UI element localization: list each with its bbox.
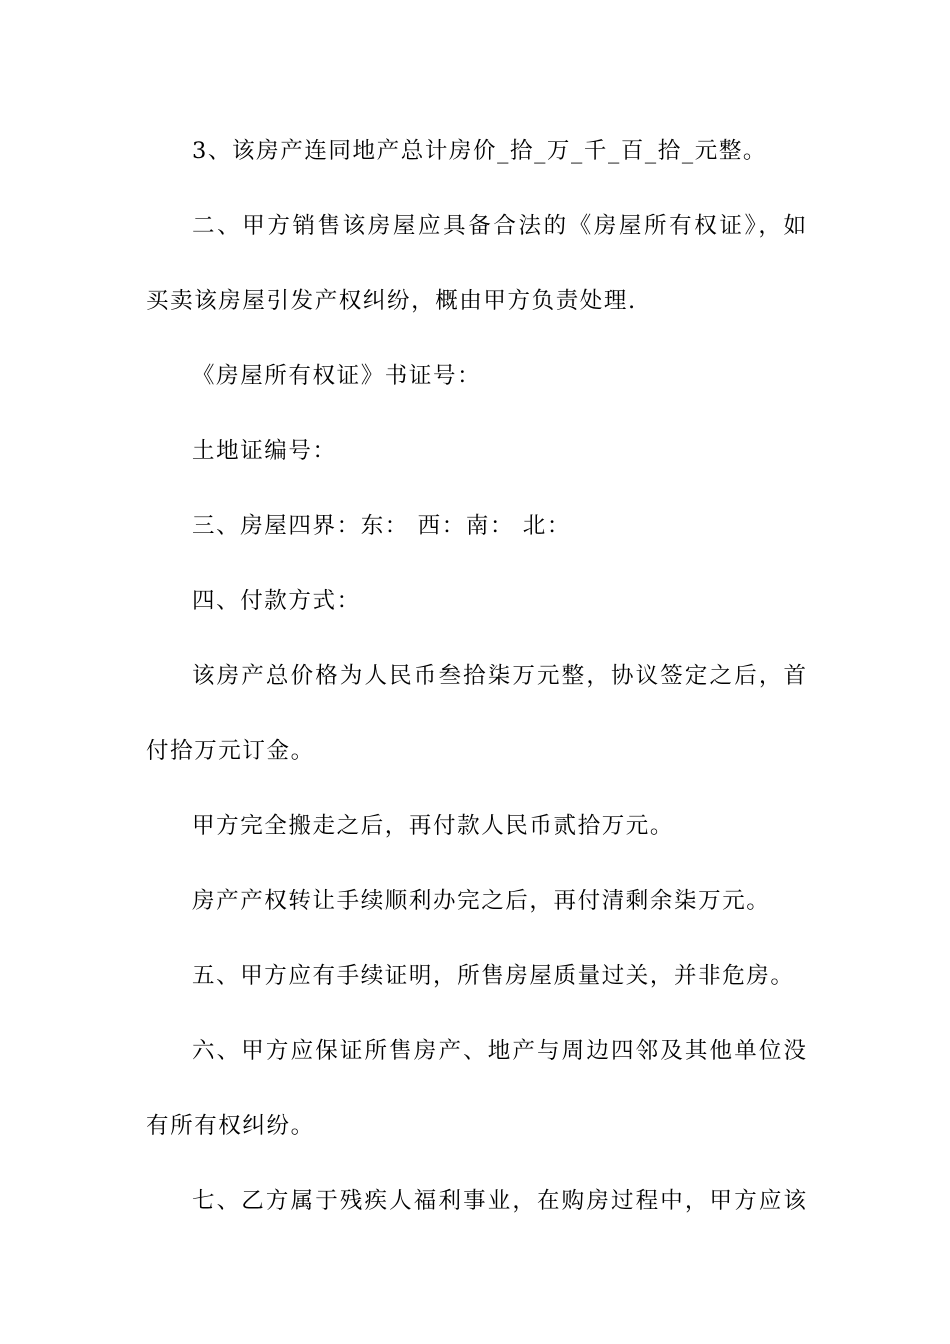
line-gap (146, 621, 806, 659)
line-gap (146, 396, 806, 434)
line-gap (146, 1071, 806, 1109)
paragraph-line: 付拾万元订金。 (146, 738, 315, 764)
paragraph-line: 六、甲方应保证所售房产、地产与周边四邻及其他单位没 (192, 1038, 806, 1064)
paragraph-line: 房产产权转让手续顺利办完之后，再付清剩余柒万元。 (192, 888, 771, 914)
line-gap (146, 171, 806, 209)
line-gap (146, 846, 806, 884)
line-gap (146, 996, 806, 1034)
paragraph-line: 《房屋所有权证》书证号： (192, 363, 482, 389)
paragraph-line: 3、该房产连同地产总计房价_拾_万_千_百_拾_元整。 (192, 138, 768, 164)
line-gap (146, 321, 806, 359)
line-gap (146, 771, 806, 809)
line-gap (146, 546, 806, 584)
line-gap (146, 471, 806, 509)
line-gap (146, 696, 806, 734)
paragraph-line: 买卖该房屋引发产权纠纷，概由甲方负责处理. (146, 288, 637, 314)
paragraph-line: 二、甲方销售该房屋应具备合法的《房屋所有权证》，如 (192, 213, 806, 239)
line-gap (146, 921, 806, 959)
paragraph-line: 四、付款方式： (192, 588, 361, 614)
line-gap (146, 1146, 806, 1184)
line-gap (146, 246, 806, 284)
paragraph-line: 七、乙方属于残疾人福利事业，在购房过程中，甲方应该 (192, 1188, 806, 1214)
paragraph-line: 土地证编号： (192, 438, 337, 464)
document-body (146, 133, 806, 1221)
paragraph-line: 甲方完全搬走之后，再付款人民币贰拾万元。 (192, 813, 675, 839)
paragraph-line: 三、房屋四界：东： 西：南： 北： (192, 513, 572, 539)
paragraph-line: 有所有权纠纷。 (146, 1113, 315, 1139)
paragraph-line: 该房产总价格为人民币叁拾柒万元整，协议签定之后，首 (192, 663, 806, 689)
paragraph-line: 五、甲方应有手续证明，所售房屋质量过关，并非危房。 (192, 963, 795, 989)
